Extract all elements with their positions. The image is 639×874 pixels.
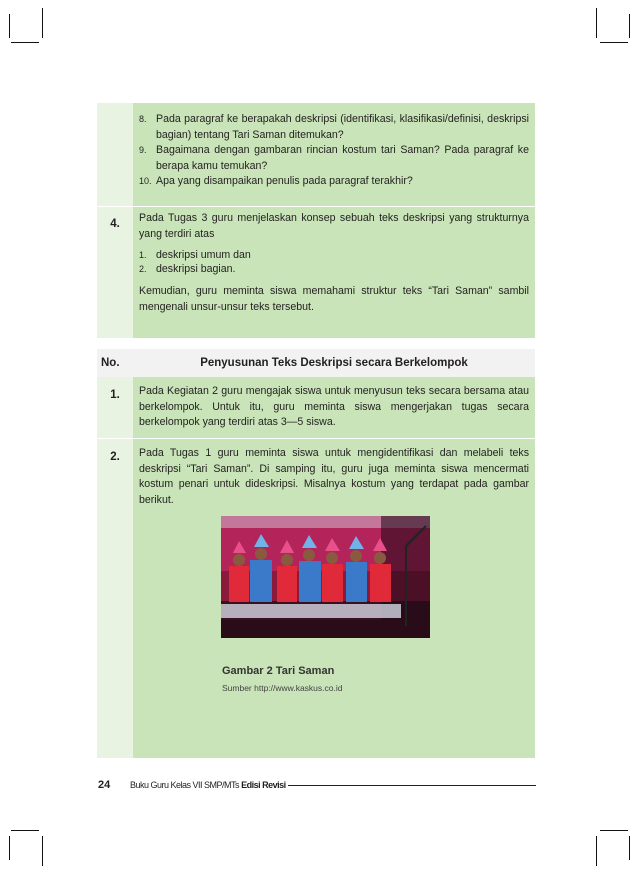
row-text: Pada Kegiatan 2 guru mengajak siswa untuk menyusun teks secara bersama atau berkelompok. Untuk itu, guru meminta siswa mengerjakan tugas secara berkelompok yang terdiri atas 3—5 siswa. bbox=[139, 385, 529, 428]
number-column bbox=[97, 377, 133, 758]
page-footer bbox=[98, 776, 538, 796]
row-text: Kemudian, guru meminta siswa memahami struktur teks “Tari Saman” sambil mengenali unsur-unsur teks tersebut. bbox=[139, 285, 529, 313]
book-title: Buku Guru Kelas VII SMP/MTs Edisi Revisi bbox=[130, 780, 286, 790]
row-number: 1. bbox=[110, 389, 120, 401]
header-title: Penyusunan Teks Deskripsi secara Berkelompok bbox=[200, 357, 468, 369]
row-number: 2. bbox=[110, 451, 120, 463]
figure-source: Sumber http://www.kaskus.co.id bbox=[222, 683, 343, 693]
row-text: Pada Tugas 3 guru menjelaskan konsep sebuah teks deskripsi yang strukturnya yang terdiri atas bbox=[139, 212, 529, 240]
activity-table-continued: 8. Pada paragraf ke berapakah deskripsi (identifikasi, klasifikasi/definisi, deskripsi bagian) tentang Tari Saman ditemukan? 9. Bagaimana dengan gambaran rincian kostum tari Saman? Pada paragraf ke berapa kamu temukan? 10. Apa yang disampaikan penulis pada paragraf terakhir? 4. Pada Tugas 3 guru menjelaskan konsep sebuah teks deskripsi yang strukturnya yang terdiri atas 1. deskripsi umum dan 2. deskripsi bagian. Kemudian, guru meminta siswa memahami struktur teks “Tari Saman” sambil mengenali unsur-unsur teks tersebut. bbox=[97, 103, 535, 338]
figure-caption: Gambar 2 Tari Saman bbox=[222, 665, 335, 677]
footer-rule bbox=[288, 785, 536, 786]
row-number: 4. bbox=[110, 218, 120, 230]
group-writing-table bbox=[97, 349, 535, 758]
header-no: No. bbox=[101, 357, 120, 369]
row-text: Pada Tugas 1 guru meminta siswa untuk mengidentifikasi dan melabeli teks deskripsi “Tari Saman”. Di samping itu, guru juga meminta siswa mencermati kostum penari untuk dideskripsi. Misalnya kostum yang terdapat pada gambar berikut. bbox=[139, 447, 529, 506]
edition-label: Edisi Revisi bbox=[241, 780, 286, 790]
tari-saman-photo bbox=[221, 516, 430, 638]
page-number: 24 bbox=[98, 779, 111, 791]
